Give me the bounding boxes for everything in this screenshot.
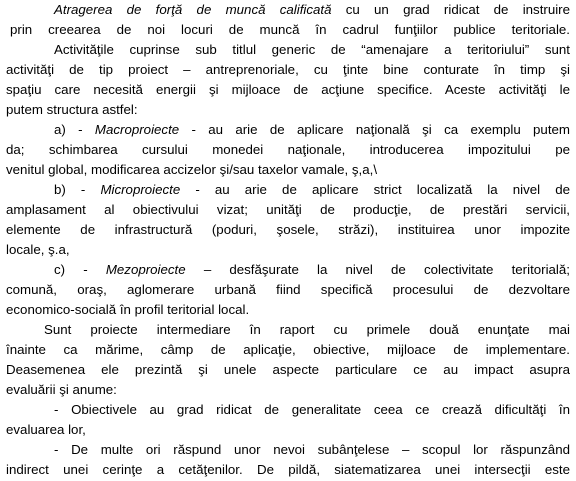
text-line: Deasemenea ele prezintă şi unele aspecte particulare ce au impact asupra: [6, 362, 570, 377]
text-line: economico-socială în profil teritorial local.: [6, 302, 250, 317]
text-line: activităţi de tip proiect – antreprenoriale, cu ţinte bine conturate în timp şi: [6, 62, 570, 77]
text-line: indirect unei cerinţe a cetăţenilor. De pildă, siatematizarea unei intersecţii este: [6, 462, 570, 477]
text-line: [6, 260, 570, 280]
text-line: comună, oraş, aglomerare urbană fiind specifică procesului de dezvoltare: [6, 282, 570, 297]
text-fragment: cu un grad ridicat de instruire: [331, 2, 570, 17]
text-line: [6, 180, 570, 200]
text-line: da; schimbarea cursului monedei naţionale, introducerea impozitului pe: [6, 142, 570, 157]
list-marker: a) -: [54, 122, 95, 137]
text-line: putem structura astfel:: [6, 102, 138, 117]
text-line: venitul global, modificarea accizelor şi/sau taxelor vamale, ş,a,\: [6, 162, 378, 177]
text-line: - De multe ori răspund unor nevoi subânţelese – scopul lor răspunzând: [54, 442, 570, 457]
emphasis-text: Macroproiecte: [94, 122, 180, 137]
text-line: evaluării şi anume:: [6, 382, 117, 397]
text-line: prin creearea de noi locuri de muncă în cadrul funţiilor publice teritoriale.: [10, 22, 570, 37]
emphasis-text: Mezoproiecte: [105, 262, 186, 277]
text-line: [6, 120, 570, 140]
text-line: spaţiu care necesită energii şi mijloace de acţiune specifice. Aceste activităţi le: [6, 82, 570, 97]
emphasis-text: Microproiecte: [100, 182, 181, 197]
text-fragment: – desfăşurate la nivel de colectivitate teritorială;: [185, 262, 570, 277]
list-marker: c) -: [54, 262, 106, 277]
text-line: - Obiectivele au grad ridicat de generalitate ceea ce crează dificultăţi în: [54, 402, 570, 417]
text-fragment: - au arie de aplicare naţională şi ca exemplu putem: [179, 122, 570, 137]
list-marker: b) -: [54, 182, 101, 197]
text-line: elemente de infrastructură (poduri, şosele, străzi), instituirea unor impozite: [6, 222, 570, 237]
text-line: locale, ş.a,: [6, 242, 70, 257]
text-line: amplasament al obiectivului vizat; unităţi de producţie, de prestări servicii,: [6, 202, 570, 217]
emphasis-text: Atragerea de forţă de muncă calificată: [54, 2, 332, 17]
text-line: înainte ca mărime, câmp de aplicaţie, obiective, mijloace de implementare.: [6, 342, 570, 357]
text-line: Activităţile cuprinse sub titlul generic de “amenajare a teritoriului” sunt: [54, 42, 570, 57]
text-fragment: - au arie de aplicare strict localizată la nivel de: [180, 182, 570, 197]
text-line: evaluarea lor,: [6, 422, 86, 437]
text-line: [6, 0, 570, 20]
text-line: Sunt proiecte intermediare în raport cu primele două enunţate mai: [44, 322, 570, 337]
